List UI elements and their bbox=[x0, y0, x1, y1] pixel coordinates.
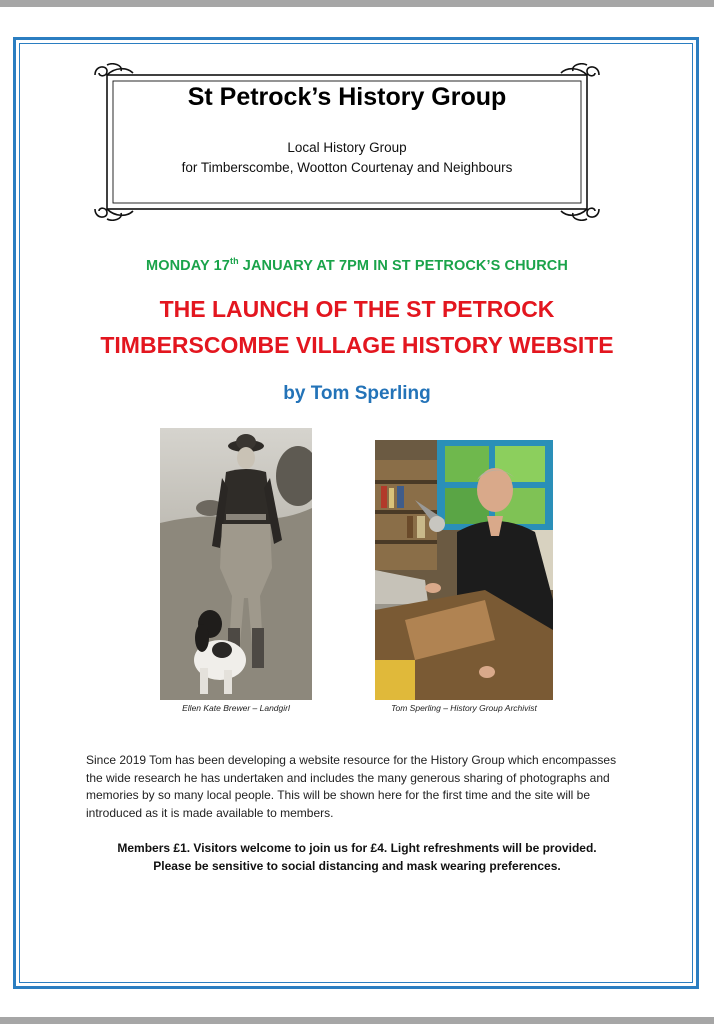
admission-line1: Members £1. Visitors welcome to join us for £4. Light refreshments will be provided. bbox=[117, 841, 597, 855]
event-date-rest: JANUARY AT 7PM IN ST PETROCK’S CHURCH bbox=[238, 257, 568, 274]
top-scrollbar-edge bbox=[0, 0, 714, 7]
headline-line2: TIMBERSCOMBE VILLAGE HISTORY WEBSITE bbox=[100, 332, 614, 358]
event-date-suffix: th bbox=[229, 256, 239, 266]
landgirl-photo bbox=[160, 428, 312, 700]
event-date-prefix: MONDAY 17 bbox=[146, 257, 230, 274]
admission-notice bbox=[0, 839, 714, 875]
archivist-photo bbox=[375, 440, 553, 700]
group-title: St Petrock’s History Group bbox=[187, 83, 507, 111]
title-panel bbox=[93, 63, 601, 221]
group-subtitle-line1: Local History Group bbox=[287, 140, 407, 155]
event-description: Since 2019 Tom has been developing a website resource for the History Group which encompasses the wide research he has undertaken and includes the many generous sharing of photographs and memories by so many local people. This will be shown here for the first time and the site will be introduced as it is made available to members. bbox=[86, 753, 617, 820]
group-subtitle-line2: for Timberscombe, Wootton Courtenay and Neighbours bbox=[181, 160, 513, 175]
byline: by Tom Sperling bbox=[283, 383, 431, 404]
admission-line2: Please be sensitive to social distancing and mask wearing preferences. bbox=[153, 859, 561, 873]
photo-caption-archivist: Tom Sperling – History Group Archivist bbox=[391, 703, 537, 713]
event-date-line bbox=[0, 256, 714, 274]
photo-caption-landgirl: Ellen Kate Brewer – Landgirl bbox=[182, 703, 290, 713]
bottom-scrollbar-edge bbox=[0, 1017, 714, 1024]
headline-line1: THE LAUNCH OF THE ST PETROCK bbox=[159, 296, 555, 322]
